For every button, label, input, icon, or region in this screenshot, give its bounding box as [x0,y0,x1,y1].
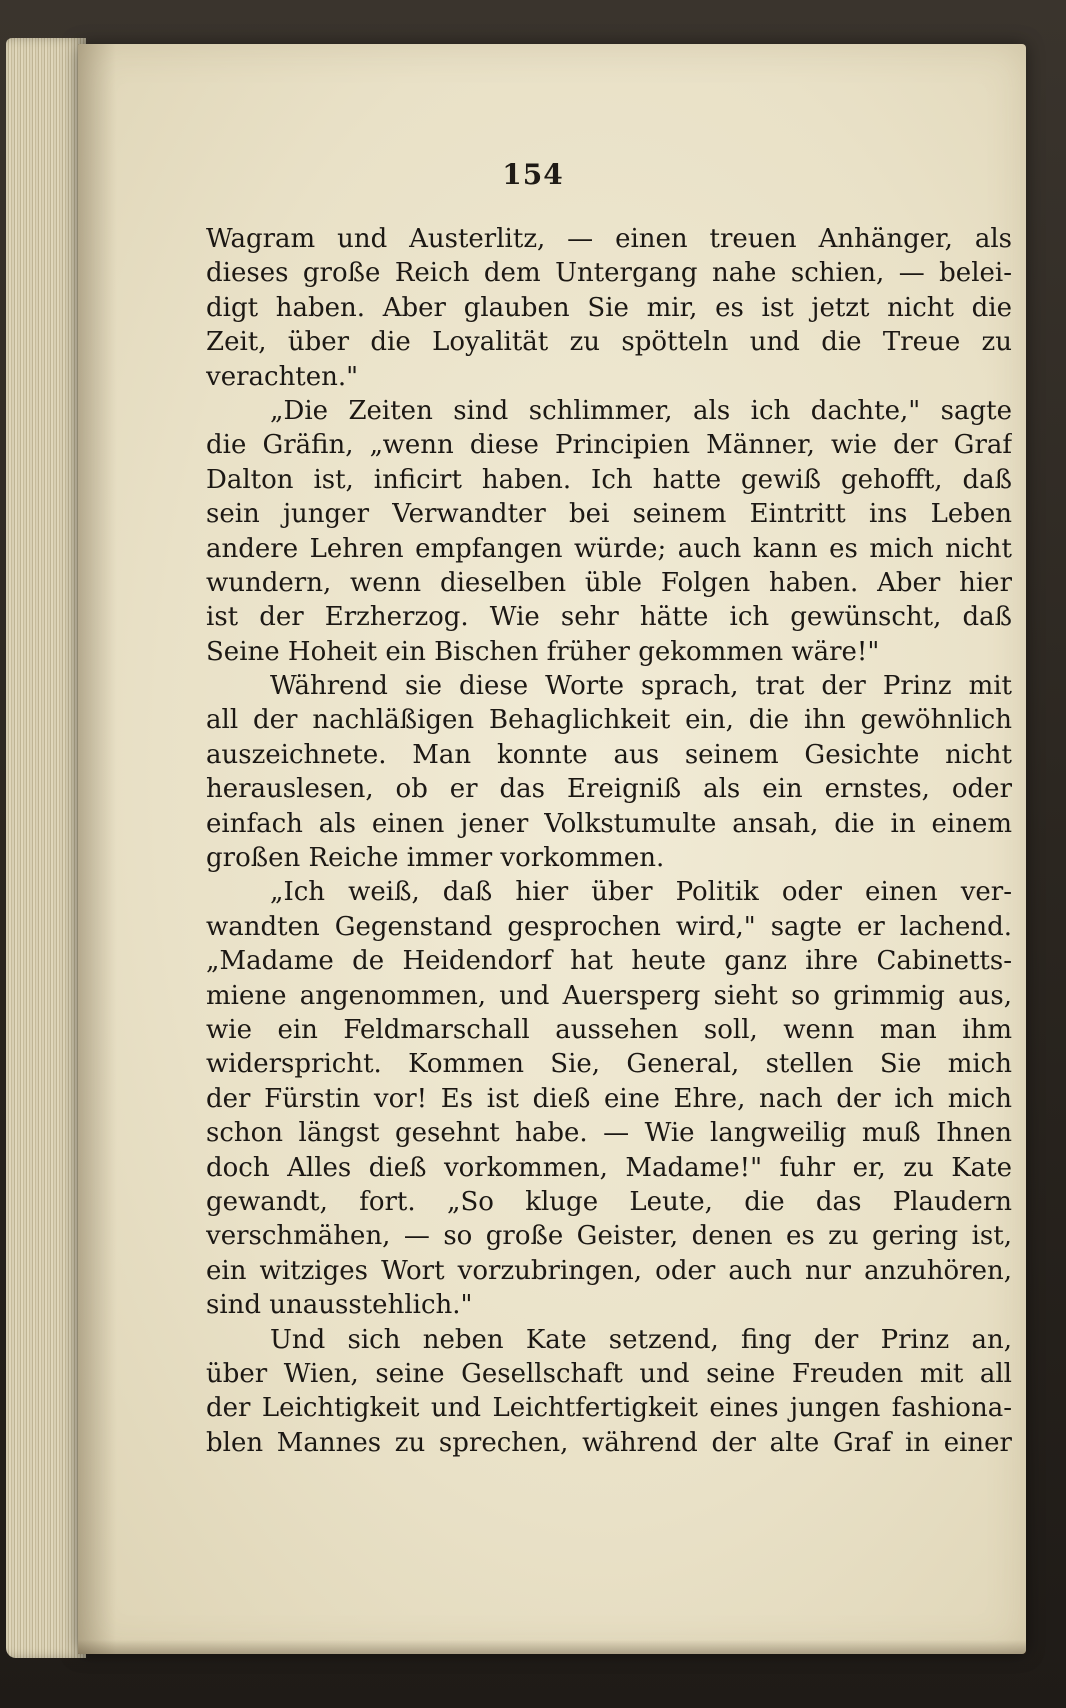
text-line: großen Reiche immer vorkommen. [206,843,665,874]
text-line: „Madame de Heidendorf hat heute ganz ihre Cabinetts- [206,946,1012,977]
text-line: miene angenommen, und Auersperg sieht so grimmig aus, [206,980,1012,1011]
page-bottom-edge [78,1640,1026,1654]
text-line: Dalton ist, inficirt haben. Ich hatte gewiß gehofft, daß [206,464,1012,495]
text-line: Und sich neben Kate setzend, fing der Prinz an, [270,1324,1012,1355]
text-line: Zeit, über die Loyalität zu spötteln und die Treue zu [206,327,1012,358]
text-line: schon längst gesehnt habe. — Wie langweilig muß Ihnen [206,1118,1012,1149]
text-line: wundern, wenn dieselben üble Folgen haben. Aber hier [206,567,1012,598]
body-text [206,222,1012,1460]
text-line: ist der Erzherzog. Wie sehr hätte ich gewünscht, daß [206,602,1012,633]
text-line: verachten." [206,361,359,392]
text-line: ein witziges Wort vorzubringen, oder auch nur anzuhören, [206,1255,1012,1286]
text-line: „Ich weiß, daß hier über Politik oder einen ver- [270,877,1012,908]
text-line: sein junger Verwandter bei seinem Eintritt ins Leben [206,499,1012,530]
text-line: über Wien, seine Gesellschaft und seine Freuden mit all [206,1358,1012,1389]
text-line: widerspricht. Kommen Sie, General, stellen Sie mich [206,1049,1012,1080]
text-line: andere Lehren empfangen würde; auch kann es mich nicht [206,533,1012,564]
text-line: digt haben. Aber glauben Sie mir, es ist jetzt nicht die [206,292,1012,323]
text-line: blen Mannes zu sprechen, während der alte Graf in einer [206,1427,1012,1458]
text-line: Seine Hoheit ein Bischen früher gekommen wäre!" [206,636,880,667]
text-line: Während sie diese Worte sprach, trat der Prinz mit [270,671,1012,702]
text-line: sind unausstehlich." [206,1290,473,1321]
text-line: die Gräfin, „wenn diese Principien Männer, wie der Graf [206,430,1012,461]
text-line: „Die Zeiten sind schlimmer, als ich dachte," sagte [270,395,1012,426]
text-line: gewandt, fort. „So kluge Leute, die das Plaudern [206,1186,1012,1217]
text-line: herauslesen, ob er das Ereigniß als ein ernstes, oder [206,774,1012,805]
page-number: 154 [502,158,564,191]
text-line: wandten Gegenstand gesprochen wird," sagte er lachend. [206,911,1012,942]
text-line: all der nachläßigen Behaglichkeit ein, die ihn gewöhnlich [206,705,1012,736]
text-line: auszeichnete. Man konnte aus seinem Gesichte nicht [206,739,1012,770]
text-line: der Leichtigkeit und Leichtfertigkeit eines jungen fashiona- [206,1393,1012,1424]
text-line: verschmähen, — so große Geister, denen es zu gering ist, [206,1221,1012,1252]
text-line: Wagram und Austerlitz, — einen treuen Anhänger, als [206,224,1012,254]
text-line: der Fürstin vor! Es ist dieß eine Ehre, nach der ich mich [206,1083,1012,1114]
text-line: dieses große Reich dem Untergang nahe schien, — belei- [206,258,1012,289]
text-line: wie ein Feldmarschall aussehen soll, wenn man ihm [206,1014,1012,1045]
text-line: doch Alles dieß vorkommen, Madame!" fuhr er, zu Kate [206,1152,1012,1183]
book-page-edges [6,38,86,1658]
text-line: einfach als einen jener Volkstumulte ansah, die in einem [206,808,1012,839]
